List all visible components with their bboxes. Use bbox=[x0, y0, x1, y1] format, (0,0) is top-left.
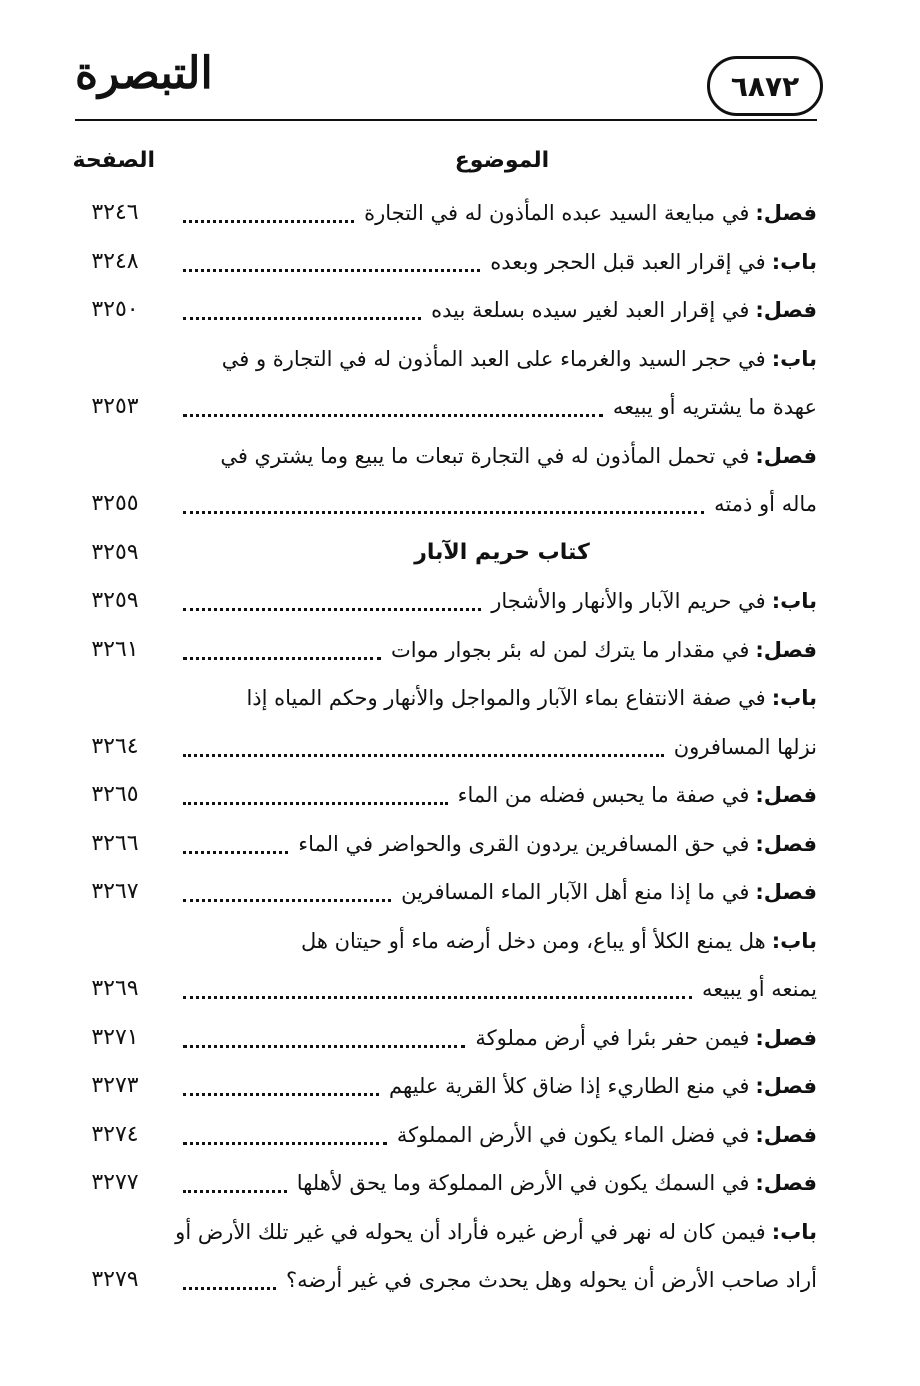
entry-title: في مقدار ما يترك لمن له بئر بجوار موات bbox=[390, 637, 750, 662]
entry-title: في مبايعة السيد عبده المأذون له في التجارة bbox=[364, 201, 750, 225]
toc-entry bbox=[75, 724, 817, 773]
dot-leader bbox=[183, 1093, 379, 1096]
dot-leader bbox=[183, 269, 480, 272]
page-reference: ٣٢٦٦ bbox=[91, 830, 139, 856]
entry-keyword: فصل: bbox=[755, 298, 817, 322]
entry-title: ماله أو ذمته bbox=[714, 492, 817, 516]
entry-keyword: فصل: bbox=[755, 783, 817, 807]
entry-title: في تحمل المأذون له في التجارة تبعات ما يبيع وما يشتري في bbox=[220, 443, 750, 468]
toc-entry bbox=[75, 627, 817, 676]
entry-title: عهدة ما يشتريه أو يبيعه bbox=[612, 395, 817, 419]
entry-keyword: باب: bbox=[771, 589, 817, 613]
dot-leader bbox=[183, 220, 354, 223]
dot-leader bbox=[183, 899, 391, 902]
toc-entry bbox=[75, 821, 817, 870]
toc-entry bbox=[75, 675, 817, 724]
toc-entry-text bbox=[491, 584, 817, 618]
dot-leader bbox=[183, 754, 664, 757]
toc-entry bbox=[75, 384, 817, 433]
toc-entry bbox=[75, 772, 817, 821]
toc-entry-text bbox=[297, 1166, 817, 1200]
page-reference: ٣٢٦٤ bbox=[91, 733, 139, 759]
topic-column-header: الموضوع bbox=[454, 148, 550, 173]
entry-keyword: فصل: bbox=[755, 1025, 817, 1050]
running-title: التبصرة bbox=[75, 48, 213, 99]
entry-title: في السمك يكون في الأرض المملوكة وما يحق لأهلها bbox=[296, 1171, 750, 1195]
toc-entry-text bbox=[364, 196, 817, 230]
toc-entry-text bbox=[431, 293, 817, 327]
entry-title: في صفة ما يحبس فضله من الماء bbox=[457, 783, 750, 807]
toc-entry-text bbox=[401, 875, 817, 909]
entry-keyword: فصل: bbox=[755, 637, 817, 662]
entry-keyword: باب: bbox=[771, 346, 817, 371]
toc-entry bbox=[75, 336, 817, 385]
entry-keyword: فصل: bbox=[755, 1074, 817, 1098]
dot-leader bbox=[183, 1045, 465, 1048]
page-column-header: الصفحة bbox=[72, 148, 155, 173]
toc-entry bbox=[75, 433, 817, 482]
toc-entry bbox=[75, 869, 817, 918]
entry-title: في حريم الآبار والأنهار والأشجار bbox=[491, 589, 766, 613]
page-reference: ٣٢٦٩ bbox=[91, 976, 139, 1001]
entry-title: في صفة الانتفاع بماء الآبار والمواجل والأنهار وحكم المياه إذا bbox=[246, 686, 766, 710]
entry-title: أراد صاحب الأرض أن يحوله وهل يحدث مجرى في غير أرضه؟ bbox=[285, 1268, 817, 1292]
page-reference: ٣٢٧٣ bbox=[91, 1073, 139, 1098]
entry-title: في فضل الماء يكون في الأرض المملوكة bbox=[396, 1122, 750, 1147]
page-reference: ٣٢٥٠ bbox=[91, 297, 139, 322]
page-reference: ٣٢٧٩ bbox=[91, 1267, 139, 1292]
toc-entry-text bbox=[175, 1215, 817, 1249]
page-reference: ٣٢٤٦ bbox=[91, 200, 139, 225]
toc-entry bbox=[75, 1112, 817, 1161]
toc-entry-text bbox=[475, 1021, 817, 1055]
page-number-badge: ٦٨٧٢ bbox=[707, 56, 823, 116]
entry-keyword: فصل: bbox=[755, 880, 817, 904]
toc-entry bbox=[75, 287, 817, 336]
page-reference: ٣٢٧١ bbox=[91, 1024, 139, 1050]
toc-entry bbox=[75, 239, 817, 288]
dot-leader bbox=[183, 511, 704, 514]
toc-entry-text bbox=[714, 487, 817, 521]
entry-keyword: باب: bbox=[771, 928, 817, 953]
toc-entry bbox=[75, 1015, 817, 1064]
entry-title: فيمن كان له نهر في أرض غيره فأراد أن يحوله في غير تلك الأرض أو bbox=[175, 1219, 766, 1244]
toc-entry-text bbox=[702, 972, 817, 1006]
entry-keyword: فصل: bbox=[755, 1122, 817, 1147]
dot-leader bbox=[183, 657, 381, 660]
entry-keyword: فصل: bbox=[755, 201, 817, 225]
entry-keyword: باب: bbox=[771, 686, 817, 710]
toc-entry bbox=[75, 530, 817, 579]
page-reference: ٣٢٧٧ bbox=[91, 1170, 139, 1195]
entry-title: في حق المسافرين يردون القرى والحواضر في الماء bbox=[298, 831, 750, 856]
header-rule bbox=[75, 119, 817, 121]
toc-entry bbox=[75, 1160, 817, 1209]
entry-keyword: فصل: bbox=[755, 831, 817, 856]
toc-entry-text bbox=[613, 390, 817, 424]
toc-entry bbox=[75, 918, 817, 967]
book-title: كتاب حريم الآبار bbox=[414, 539, 590, 565]
dot-leader bbox=[183, 317, 421, 320]
toc-entry bbox=[75, 1063, 817, 1112]
toc-entry-text bbox=[490, 245, 817, 279]
entry-title: هل يمنع الكلأ أو يباع، ومن دخل أرضه ماء أو حيتان هل bbox=[300, 928, 766, 953]
dot-leader bbox=[183, 608, 481, 611]
toc-entry-text bbox=[220, 439, 817, 473]
toc-entry bbox=[75, 966, 817, 1015]
toc-entry bbox=[75, 190, 817, 239]
entry-keyword: فصل: bbox=[755, 1171, 817, 1195]
column-headers bbox=[72, 142, 817, 182]
page-reference: ٣٢٥٩ bbox=[91, 588, 139, 613]
dot-leader bbox=[183, 802, 448, 805]
toc-entry bbox=[75, 1257, 817, 1306]
toc-entry-text bbox=[391, 633, 817, 667]
entry-title: في إقرار العبد لغير سيده بسلعة بيده bbox=[431, 298, 750, 322]
dot-leader bbox=[183, 414, 603, 417]
toc-entry bbox=[75, 578, 817, 627]
entry-title: نزلها المسافرون bbox=[673, 734, 817, 759]
entry-title: في حجر السيد والغرماء على العبد المأذون له في التجارة و في bbox=[221, 346, 766, 371]
dot-leader bbox=[183, 996, 692, 999]
toc-entry-text bbox=[286, 1263, 817, 1297]
toc-entry bbox=[75, 1209, 817, 1258]
dot-leader bbox=[183, 851, 288, 854]
toc-entry-text bbox=[222, 342, 817, 376]
entry-title: في منع الطاريء إذا ضاق كلأ القرية عليهم bbox=[388, 1074, 750, 1098]
entry-keyword: باب: bbox=[771, 1219, 817, 1244]
entry-title: في إقرار العبد قبل الحجر وبعده bbox=[490, 249, 766, 274]
dot-leader bbox=[183, 1190, 287, 1193]
table-of-contents bbox=[75, 190, 817, 1306]
toc-entry-text bbox=[389, 1069, 817, 1103]
page-reference: ٣٢٦٥ bbox=[91, 782, 139, 807]
page-reference: ٣٢٥٩ bbox=[91, 539, 139, 565]
entry-keyword: فصل: bbox=[755, 443, 817, 468]
entry-keyword: باب: bbox=[771, 249, 817, 274]
toc-entry-text bbox=[298, 827, 817, 861]
page-header bbox=[0, 0, 920, 125]
toc-entry-text bbox=[397, 1118, 817, 1152]
page-reference: ٣٢٧٤ bbox=[91, 1121, 139, 1147]
entry-title: يمنعه أو يبيعه bbox=[702, 977, 817, 1001]
page-reference: ٣٢٥٣ bbox=[91, 394, 139, 419]
page-reference: ٣٢٦١ bbox=[91, 636, 139, 662]
toc-entry-text bbox=[246, 681, 817, 715]
toc-entry-text bbox=[301, 924, 817, 958]
dot-leader bbox=[183, 1142, 387, 1145]
toc-entry bbox=[75, 481, 817, 530]
entry-title: فيمن حفر بئرا في أرض مملوكة bbox=[475, 1025, 750, 1050]
dot-leader bbox=[183, 1287, 276, 1290]
toc-entry-text bbox=[458, 778, 817, 812]
page-reference: ٣٢٤٨ bbox=[91, 248, 139, 274]
page-reference: ٣٢٥٥ bbox=[91, 491, 139, 516]
page-reference: ٣٢٦٧ bbox=[91, 879, 139, 904]
toc-entry-text bbox=[674, 730, 817, 764]
entry-title: في ما إذا منع أهل الآبار الماء المسافرين bbox=[401, 880, 750, 904]
